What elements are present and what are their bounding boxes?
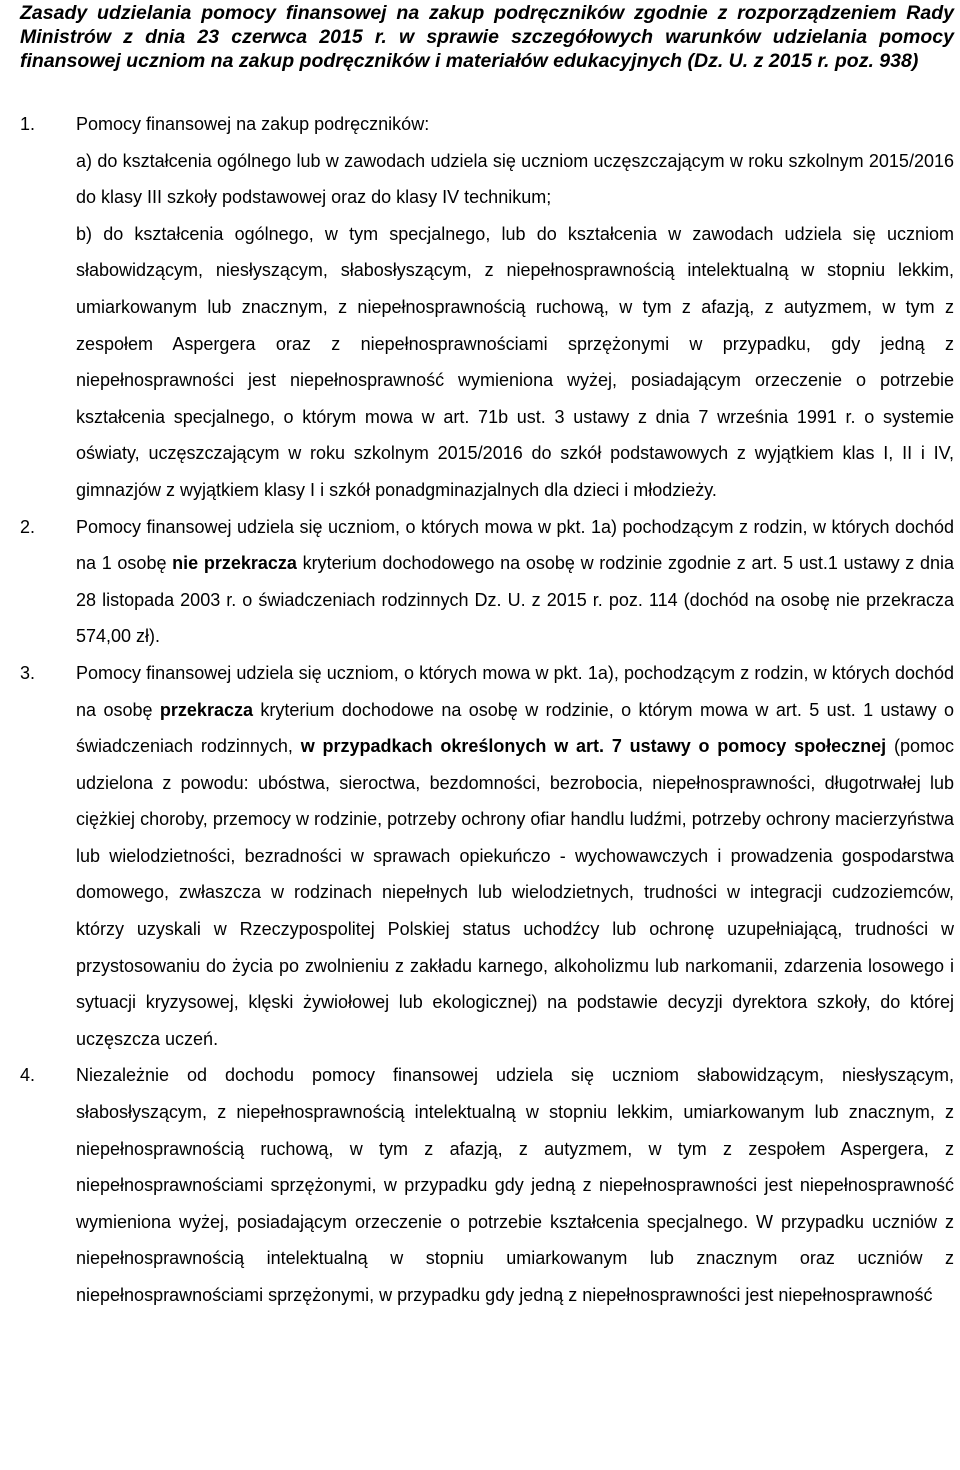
- item-body: [76, 1057, 954, 1313]
- item-number: 2.: [20, 516, 36, 537]
- text-span: Pomocy finansowej udziela się uczniom, o których mowa w pkt. 1a), pochodzącym z rodzin, w których dochód na osobę: [76, 662, 954, 720]
- text-span: kryterium dochodowego na osobę w rodzinie zgodnie z art. 5 ust.1 ustawy z dnia 28 listopada 2003 r. o świadczeniach rodzinnych Dz. U. z 2015 r. poz. 114 (dochód na osobę nie przekracza 574,00 zł).: [76, 553, 955, 647]
- text-span: Pomocy finansowej udziela się uczniom, o których mowa w pkt. 1a) pochodzącym z rodzin, w których dochód na 1 osobę: [76, 516, 954, 574]
- item-body: [76, 106, 954, 509]
- item-2-text: [76, 509, 954, 655]
- item-number: 1.: [20, 114, 36, 134]
- item-1-intro: Pomocy finansowej na zakup podręczników:: [76, 114, 430, 134]
- item-number: 4.: [20, 1065, 36, 1086]
- text-span: kryterium dochodowe na osobę w rodzinie, o którym mowa w art. 5 ust. 1 ustawy o świadczeniach rodzinnych,: [76, 699, 954, 757]
- item-1b: b) do kształcenia ogólnego, w tym specjalnego, lub do kształcenia w zawodach udziela się uczniom słabowidzącym, niesłyszącym, słabosłyszącym, z niepełnosprawnością intelektualną w stopniu lekkim, umiarkowanym lub znacznym, z niepełnosprawnością ruchową, w tym z afazją, z autyzmem, w tym z zespołem Aspergera oraz z niepełnosprawnościami sprzężonymi w przypadku, gdy jedną z niepełnosprawności jest niepełnosprawność wymieniona wyżej, posiadającym orzeczenie o potrzebie kształcenia specjalnego, o którym mowa w art. 71b ust. 3 ustawy z dnia 7 września 1991 r. o systemie oświaty, uczęszczającym w roku szkolnym 2015/2016 do szkół podstawowych z wyjątkiem klas I, II i IV, gimnazjów z wyjątkiem klasy I i szkół ponadgminazjalnych dla dzieci i młodzieży.: [76, 223, 954, 500]
- bold-text: nie przekracza: [172, 553, 297, 574]
- item-number: 3.: [20, 662, 36, 683]
- text-span: (pomoc udzielona z powodu: ubóstwa, sieroctwa, bezdomności, bezrobocia, niepełnosprawności, długotrwałej lub ciężkiej choroby, przemocy w rodzinie, potrzeby ochrony ofiar handlu ludźmi, potrzeby ochrony macierzyństwa lub wielodzietności, bezradności w sprawach opiekuńczo - wychowawczych i prowadzenia gospodarstwa domowego, zwłaszcza w rodzinach niepełnych lub wielodzietnych, trudności w integracji cudzoziemców, którzy uzyskali w Rzeczypospolitej Polskiej status uchodźcy lub ochronę uzupełniającą, trudności w przystosowaniu do życia po zwolnieniu z zakładu karnego, alkoholizmu lub narkomanii, zdarzenia losowego i sytuacji kryzysowej, klęski żywiołowej lub ekologicznej) na podstawie decyzji dyrektora szkoły, do której uczęszcza uczeń.: [76, 736, 954, 1049]
- item-1a: a) do kształcenia ogólnego lub w zawodach udziela się uczniom uczęszczającym w roku szkolnym 2015/2016 do klasy III szkoły podstawowej oraz do klasy IV technikum;: [76, 150, 954, 208]
- item-body: [76, 655, 954, 1058]
- item-body: [76, 509, 954, 655]
- bold-text: w przypadkach określonych w art. 7 ustawy o pomocy społecznej: [300, 736, 887, 757]
- item-3-text: [76, 655, 954, 1058]
- item-4-text: Niezależnie od dochodu pomocy finansowej udziela się uczniom słabowidzącym, niesłyszącym, słabosłyszącym, z niepełnosprawnością intelektualną w stopniu lekkim, umiarkowanym lub znacznym, z niepełnosprawnością ruchową, w tym z afazją, z autyzmem, w tym z zespołem Aspergera, z niepełnosprawnościami sprzężonymi, w przypadku gdy jedną z niepełnosprawności jest niepełnosprawność wymieniona wyżej, posiadającym orzeczenie o potrzebie kształcenia specjalnego. W przypadku uczniów z niepełnosprawnością intelektualną w stopniu umiarkowanym lub znacznym oraz uczniów z niepełnosprawnościami sprzężonymi, w przypadku gdy jedną z niepełnosprawności jest niepełnosprawność: [76, 1065, 954, 1305]
- list-item-2: [20, 509, 954, 655]
- list-item-3: [20, 655, 954, 1058]
- list-item-1: [20, 106, 954, 509]
- rules-list: [20, 106, 954, 1314]
- bold-text: przekracza: [159, 699, 253, 720]
- document-title: Zasady udzielania pomocy finansowej na zakup podręczników zgodnie z rozporządzeniem Rady Ministrów z dnia 23 czerwca 2015 r. w sprawie szczegółowych warunków udzielania pomocy finansowej uczniom na zakup podręczników i materiałów edukacyjnych (Dz. U. z 2015 r. poz. 938): [20, 2, 954, 72]
- list-item-4: [20, 1057, 954, 1313]
